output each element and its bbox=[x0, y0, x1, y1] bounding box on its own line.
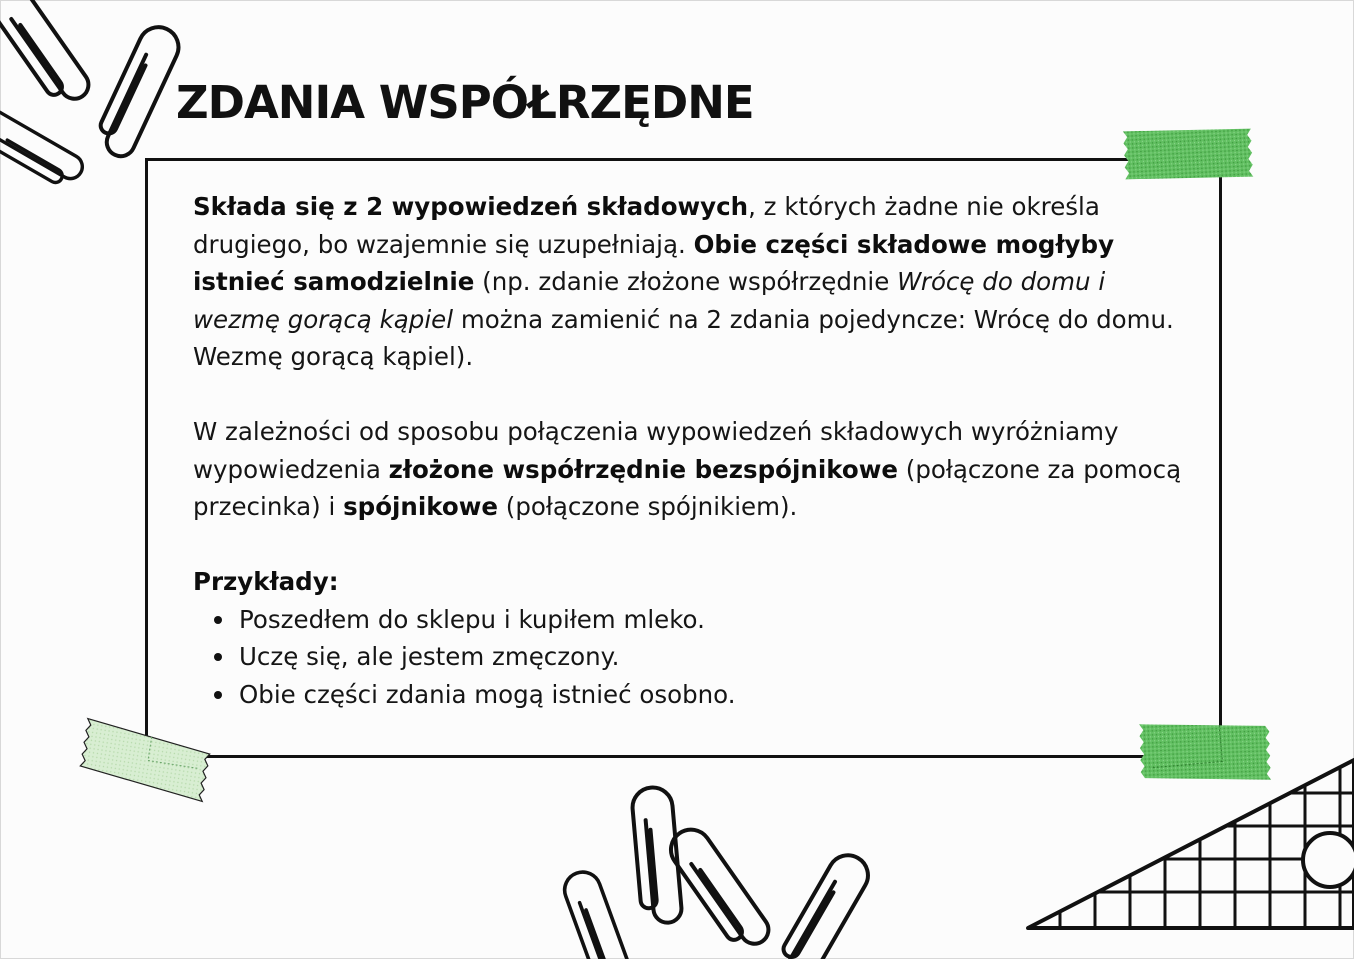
text-span: , z których żadne nie określa drugiego, bo wzajemnie się uzupełniają. bbox=[193, 192, 1100, 259]
paperclip-icon bbox=[560, 867, 636, 959]
text-span: (połączone spójnikiem). bbox=[498, 492, 798, 521]
washi-tape bbox=[1123, 125, 1254, 184]
washi-tape bbox=[1139, 720, 1271, 785]
set-square-icon bbox=[1028, 760, 1354, 928]
text-span: (np. zdanie złożone współrzędnie bbox=[474, 267, 898, 296]
page-title: ZDANIA WSPÓŁRZĘDNE bbox=[176, 76, 754, 129]
list-item: Uczę się, ale jestem zmęczony. bbox=[239, 638, 1193, 676]
washi-tape bbox=[78, 719, 212, 802]
list-item: Obie części zdania mogą istnieć osobno. bbox=[239, 676, 1193, 714]
paperclip-icon bbox=[631, 786, 683, 925]
bold-phrase: spójnikowe bbox=[343, 492, 498, 521]
italic-example: Wrócę do domu i wezmę gorącą kąpiel bbox=[193, 267, 1106, 334]
paperclip-icon bbox=[773, 848, 876, 959]
examples-heading-text: Przykłady: bbox=[193, 567, 339, 596]
bold-phrase: Składa się z 2 wypowiedzeń składowych bbox=[193, 192, 749, 221]
paperclip-icon bbox=[0, 105, 87, 192]
text-span: (połączone za pomocą przecinka) i bbox=[193, 454, 1182, 521]
bold-phrase: Obie części składowe mogłyby istnieć samodzielnie bbox=[193, 229, 1115, 296]
paperclip-icon bbox=[91, 21, 185, 161]
text-span: można zamienić na 2 zdania pojedyncze: Wrócę do domu. Wezmę gorącą kąpiel). bbox=[193, 304, 1174, 371]
bold-phrase: złożone współrzędnie bezspójnikowe bbox=[388, 454, 898, 484]
paperclip-icon bbox=[0, 0, 94, 111]
list-item: Poszedłem do sklepu i kupiłem mleko. bbox=[239, 601, 1193, 639]
text-span: W zależności od sposobu połączenia wypowiedzeń składowych wyróżniamy wypowiedzenia bbox=[193, 417, 1119, 484]
